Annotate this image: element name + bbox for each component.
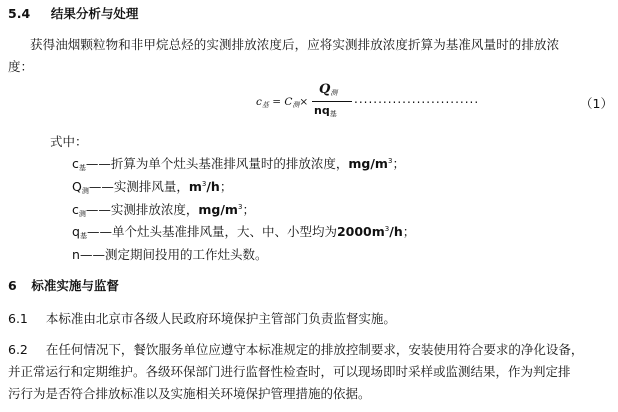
where-item-c-base: $c_基——$折算为单个灶头基准排风量时的排放浓度，$mg/m^3$； <box>72 156 405 172</box>
clause-number: 6.1 <box>8 311 28 326</box>
section-6-2-line-3: 污行为是否符合排放标准以及实施相关环境保护管理措施的依据。 <box>8 386 371 401</box>
fraction-bar <box>312 101 352 102</box>
formula-leader-dots: .......................... <box>354 92 480 106</box>
where-label: 式中： <box>50 134 88 149</box>
formula-lhs: $c_基 = C_测\times$ <box>256 96 309 109</box>
clause-text: 在任何情况下，餐饮服务单位应遵守本标准规定的排放控制要求，安装使用符合要求的净化设备， <box>45 342 584 357</box>
section-6-2-line-2: 并正常运行和定期维护。各级环保部门进行监督性检查时，可以现场即时采样或监测结果，作为判定排 <box>8 364 571 379</box>
section-5-4-heading <box>8 4 138 22</box>
where-item-n: n——测定期间投用的工作灶头数。 <box>72 247 268 262</box>
section-6-1 <box>8 309 396 327</box>
where-item-q-measured: $Q_测——$实测排风量，$m^3/h$； <box>72 179 233 195</box>
paragraph-line-1: 获得油烟颗粒物和非甲烷总烃的实测排放浓度后，应将实测排放浓度折算为基准风量时的排放浓 <box>30 37 560 52</box>
clause-number: 6.2 <box>8 342 28 357</box>
section-number: 5.4 <box>8 6 31 21</box>
section-6-2-line-1 <box>8 340 583 358</box>
section-6-heading <box>8 276 119 294</box>
section-title: 结果分析与处理 <box>50 6 139 21</box>
equation-number: （1） <box>580 96 613 111</box>
section-number: 6 <box>8 278 17 293</box>
paragraph-line-2: 度： <box>8 59 34 74</box>
formula-denominator: $nq_基$ <box>314 104 337 118</box>
where-item-c-measured: $c_测——$实测排放浓度，$mg/m^3$； <box>72 202 255 218</box>
clause-text: 本标准由北京市各级人民政府环境保护主管部门负责监督实施。 <box>45 311 396 326</box>
where-item-q-base: $q_基——$单个灶头基准排风量，大、中、小型均为$2000m^3/h$； <box>72 224 416 240</box>
section-title: 标准实施与监督 <box>31 278 119 293</box>
formula-numerator: $Q_测$ <box>319 82 338 97</box>
